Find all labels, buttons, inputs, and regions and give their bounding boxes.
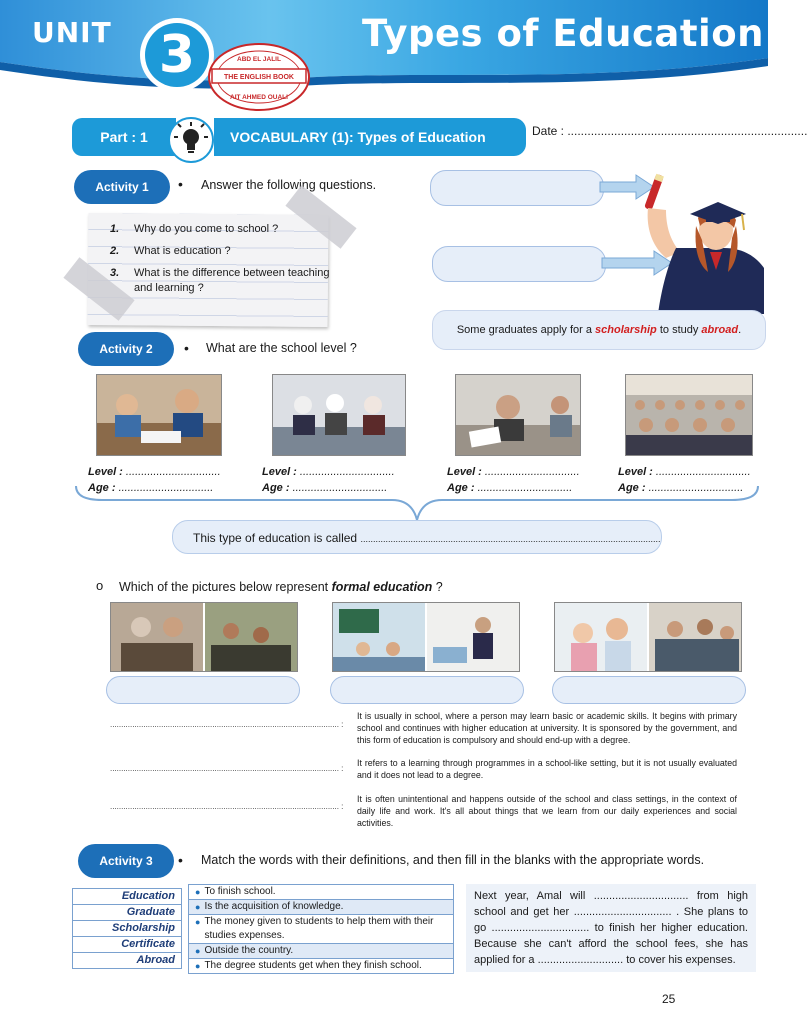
part-title: VOCABULARY (1): Types of Education [214,118,526,156]
lightbulb-icon [168,117,214,163]
non-formal-education-photos [554,602,742,672]
answer-box-informal[interactable] [106,676,300,704]
word-list [72,888,182,969]
bullet: • [178,852,183,868]
stamp-middle-text: THE ENGLISH BOOK [223,74,295,81]
education-type-field[interactable]: This type of education is called ........................................................................................................................ [172,520,662,554]
definition-formal: It is usually in school, where a person may learn basic or academic skills. It begins with primary school and continues with higher education at university. It is sponsored by the government, and this form of education is compulsory and should end-up with a degree. [357,711,737,745]
fill-in-paragraph[interactable]: Next year, Amal will ............................... from high school and get her ................................ . She plans to go ................................ to finish her higher education. Because she can't afford the school fees, she has applied for a ............................ to cover his expenses. [466,884,756,972]
definition-item[interactable]: ● The degree students get when they finish school. [195,960,422,971]
definition-informal: It is often unintentional and happens outside of the school and class settings, in the context of daily life and work. It's all about things that we learn from our daily experiences and social activities. [357,794,737,828]
answer-line-2[interactable]: ....................................................................................................... : [110,764,344,773]
primary-school-photo [96,374,222,456]
middle-school-photo [272,374,406,456]
level-age-3[interactable]: Level : ............................... Age : ............................... [447,466,580,494]
high-school-photo [455,374,581,456]
level-age-1[interactable]: Level : ............................... Age : ............................... [88,466,221,494]
page-title: Types of Education [362,12,764,55]
word-item[interactable]: Education [72,888,182,904]
activity-1-instruction: Answer the following questions. [201,178,377,192]
unit-label: UNIT [32,16,112,49]
definition-item[interactable]: ● Outside the country. [189,944,453,959]
graduate-student-illustration [636,168,764,314]
stamp-top-text: ABD EL JALIL [237,56,281,63]
activity-3-instruction: Match the words with their definitions, and then fill in the blanks with the appropriate words. [201,853,705,867]
activity-3-label: Activity 3 [78,844,174,878]
list-item: 3. What is the difference between teaching and learning ? [110,267,330,294]
activity-2-instruction: What are the school level ? [206,341,357,355]
activity-1-label: Activity 1 [74,170,170,204]
unit-number: 3 [145,23,209,87]
word-item[interactable]: Certificate [72,936,182,952]
page-number: 25 [662,992,676,1006]
list-item: 2. What is education ? [110,245,231,257]
answer-box-formal[interactable] [330,676,524,704]
definition-non-formal: It refers to a learning through programmes in a school-like setting, but it is not usually evaluated and it does not lead to a degree. [357,758,737,780]
book-stamp-logo [206,42,312,112]
definition-item[interactable]: ● To finish school. [189,885,453,900]
question-list [110,222,330,303]
answer-line-3[interactable]: ....................................................................................................... : [110,802,344,811]
bullet: • [178,176,183,192]
definition-item[interactable]: ● The money given to students to help them with their studies expenses. [189,915,453,944]
date-field[interactable]: Date : ........................................................................ [532,124,807,138]
answer-box-1[interactable] [430,170,604,206]
word-item[interactable]: Graduate [72,904,182,920]
list-item: 1. Why do you come to school ? [110,223,279,235]
answer-box-non-formal[interactable] [552,676,746,704]
university-photo [625,374,753,456]
formal-education-question: Which of the pictures below represent formal education ? [119,580,443,594]
bullet: • [184,340,189,356]
answer-line-1[interactable]: ....................................................................................................... : [110,720,344,729]
activity-2-label: Activity 2 [78,332,174,366]
part-label: Part : 1 [72,118,176,156]
scholarship-caption: Some graduates apply for a scholarship to study abroad. [432,310,766,350]
stamp-bottom-text: AIT AHMED OUALI [230,94,288,101]
circle-bullet: o [96,578,104,593]
level-age-2[interactable]: Level : ............................... Age : ............................... [262,466,395,494]
level-age-4[interactable]: Level : ............................... Age : ............................... [618,466,751,494]
definition-list [188,884,454,974]
informal-education-photos [110,602,298,672]
word-item[interactable]: Abroad [72,952,182,969]
curly-brace [72,480,762,524]
formal-education-photos [332,602,520,672]
word-item[interactable]: Scholarship [72,920,182,936]
answer-box-2[interactable] [432,246,606,282]
definition-item[interactable]: ● Is the acquisition of knowledge. [189,900,453,915]
